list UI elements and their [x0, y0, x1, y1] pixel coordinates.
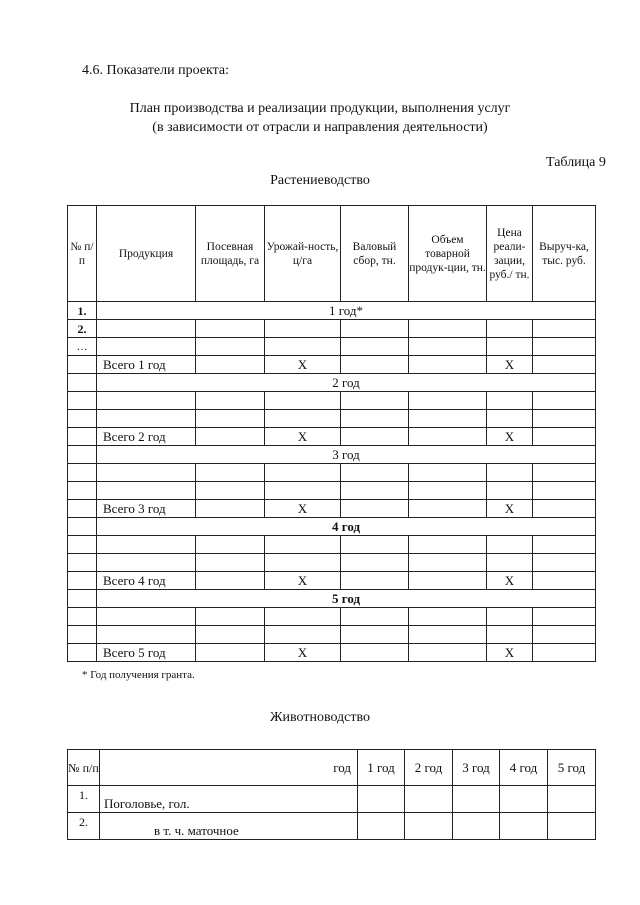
table-row [68, 786, 596, 813]
plan-title-line2: (в зависимости от отрасли и направления деятельности) [152, 120, 488, 135]
header-yield: Урожай-ность, ц/га [265, 206, 341, 302]
footnote: * Год получения гранта. [82, 669, 195, 681]
table-row [68, 536, 596, 554]
table-row [68, 392, 596, 410]
crop-production-table [67, 205, 596, 662]
row-number: 1. [68, 786, 100, 813]
x-mark: Х [265, 500, 341, 518]
table-row [68, 644, 596, 662]
x-mark: Х [487, 500, 533, 518]
table-row [68, 338, 596, 356]
total-label: Всего 2 год [97, 428, 196, 446]
table-header-row [68, 750, 596, 786]
table-row [68, 428, 596, 446]
row-label: Поголовье, гол. [100, 786, 358, 813]
x-mark: Х [265, 356, 341, 374]
total-label: Всего 5 год [97, 644, 196, 662]
table-row [68, 813, 596, 840]
header-volume: Объем товарной продук-ции, тн. [409, 206, 487, 302]
livestock-table [67, 749, 596, 840]
row-label: в т. ч. маточное [100, 813, 358, 840]
header-price: Цена реали-зации, руб./ тн. [487, 206, 533, 302]
header-year-2: 2 год [405, 750, 453, 786]
table-row [68, 446, 596, 464]
x-mark: Х [265, 644, 341, 662]
total-label: Всего 4 год [97, 572, 196, 590]
table-row [68, 518, 596, 536]
section-heading: 4.6. Показатели проекта: [82, 63, 229, 78]
header-revenue: Выруч-ка, тыс. руб. [533, 206, 596, 302]
table-row [68, 410, 596, 428]
year-label: 1 год* [97, 302, 596, 320]
total-label: Всего 3 год [97, 500, 196, 518]
x-mark: Х [487, 572, 533, 590]
year-label: 4 год [97, 518, 596, 536]
year-label: 5 год [97, 590, 596, 608]
x-mark: Х [265, 572, 341, 590]
table-row [68, 554, 596, 572]
year-label: 2 год [97, 374, 596, 392]
header-gross: Валовый сбор, тн. [341, 206, 409, 302]
table-row [68, 356, 596, 374]
table-row [68, 374, 596, 392]
table-row [68, 608, 596, 626]
header-no: № п/п [68, 750, 100, 786]
table-row [68, 590, 596, 608]
row-number: 2. [68, 813, 100, 840]
header-year-1: 1 год [358, 750, 405, 786]
header-year-3: 3 год [453, 750, 500, 786]
header-year: год [100, 750, 358, 786]
row-number: … [68, 338, 97, 356]
table-row [68, 572, 596, 590]
year-label: 3 год [97, 446, 596, 464]
x-mark: Х [265, 428, 341, 446]
header-no: № п/п [68, 206, 97, 302]
header-product: Продукция [97, 206, 196, 302]
header-year-5: 5 год [548, 750, 596, 786]
row-number: 2. [68, 320, 97, 338]
table-row [68, 482, 596, 500]
table-row [68, 320, 596, 338]
plan-title-line1: План производства и реализации продукции, выполнения услуг [129, 101, 511, 116]
table-row [68, 500, 596, 518]
total-label: Всего 1 год [97, 356, 196, 374]
header-area: Посевная площадь, га [196, 206, 265, 302]
x-mark: Х [487, 428, 533, 446]
table-number: Таблица 9 [546, 155, 606, 170]
row-number: 1. [68, 302, 97, 320]
table-header-row [68, 206, 596, 302]
table-row [68, 464, 596, 482]
x-mark: Х [487, 356, 533, 374]
header-year-4: 4 год [500, 750, 548, 786]
table-row [68, 626, 596, 644]
crop-section-title: Растениеводство [270, 173, 370, 188]
livestock-section-title: Животноводство [269, 710, 371, 725]
x-mark: Х [487, 644, 533, 662]
table-row [68, 302, 596, 320]
